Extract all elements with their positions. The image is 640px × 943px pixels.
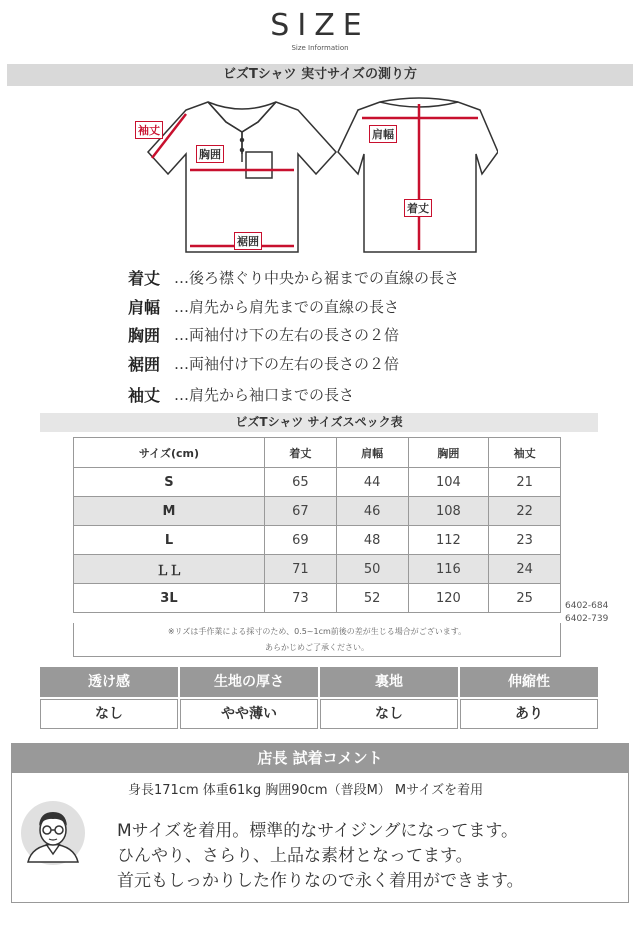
feel-value: なし <box>40 699 178 729</box>
table-row <box>74 526 561 555</box>
note-line: あらかじめご了承ください。 <box>265 643 369 652</box>
comment-line: 首元もしっかりした作りなので永く着用ができます。 <box>117 871 524 891</box>
size-cell: ＬＬ <box>74 555 265 584</box>
feel-header: 生地の厚さ <box>180 667 318 697</box>
definition-term: 袖丈 <box>128 385 161 405</box>
table-cell: 69 <box>264 526 336 555</box>
feel-header: 裏地 <box>320 667 458 697</box>
page-title: SIZE <box>270 8 370 43</box>
feel-header-row <box>40 667 599 697</box>
table-cell: 22 <box>489 497 561 526</box>
size-cell: M <box>74 497 265 526</box>
comment-line: ひんやり、さらり、上品な素材となってます。 <box>117 846 473 866</box>
table-cell: 44 <box>336 468 408 497</box>
table-cell: 67 <box>264 497 336 526</box>
table-cell: 116 <box>408 555 489 584</box>
feel-header: 伸縮性 <box>460 667 598 697</box>
page-subtitle: Size Information <box>291 44 349 52</box>
spec-note <box>73 623 561 657</box>
product-code: 6402-739 <box>565 614 609 624</box>
table-cell: 104 <box>408 468 489 497</box>
definition-row <box>128 293 399 319</box>
table-cell: 71 <box>264 555 336 584</box>
product-codes <box>565 600 608 626</box>
fabric-feel-table <box>40 667 599 729</box>
table-header-cell: 胸囲 <box>408 438 489 468</box>
definition-row <box>128 350 399 376</box>
table-header-cell: 袖丈 <box>489 438 561 468</box>
definition-text: …肩先から肩先までの直線の長さ <box>174 297 400 316</box>
definition-row <box>128 264 459 290</box>
comment-line: Mサイズを着用。標準的なサイジングになってます。 <box>117 821 518 841</box>
definition-term: 裾囲 <box>128 354 161 374</box>
feel-value: やや薄い <box>180 699 318 729</box>
comment-section-title: 店長 試着コメント <box>11 743 629 773</box>
table-cell: 52 <box>336 584 408 613</box>
table-cell: 24 <box>489 555 561 584</box>
table-cell: 48 <box>336 526 408 555</box>
sleeve-label: 袖丈 <box>135 121 163 139</box>
measure-section-title: ビズTシャツ 実寸サイズの測り方 <box>7 64 633 86</box>
table-header-row <box>74 438 561 468</box>
table-row <box>74 555 561 584</box>
staff-profile: 身長171cm 体重61kg 胸囲90cm（普段M） Mサイズを着用 <box>128 783 484 798</box>
feel-header: 透け感 <box>40 667 178 697</box>
feel-value: あり <box>460 699 598 729</box>
definition-row <box>128 321 399 347</box>
definition-term: 着丈 <box>128 268 161 288</box>
definition-text: …後ろ襟ぐり中央から裾までの直線の長さ <box>174 268 460 287</box>
table-cell: 73 <box>264 584 336 613</box>
table-header-cell: サイズ(cm) <box>74 438 265 468</box>
table-cell: 120 <box>408 584 489 613</box>
feel-value: なし <box>320 699 458 729</box>
size-spec-table <box>73 437 561 613</box>
shoulder-label: 肩幅 <box>369 125 397 143</box>
table-header-cell: 着丈 <box>264 438 336 468</box>
table-cell: 108 <box>408 497 489 526</box>
table-row <box>74 497 561 526</box>
table-cell: 25 <box>489 584 561 613</box>
definition-text: …両袖付け下の左右の長さの２倍 <box>174 325 400 344</box>
table-cell: 65 <box>264 468 336 497</box>
staff-avatar-icon <box>20 800 86 866</box>
size-cell: S <box>74 468 265 497</box>
spec-section-title: ビズTシャツ サイズスペック表 <box>40 413 598 432</box>
note-line: ※リズは手作業による採寸のため、0.5~1cm前後の差が生じる場合がございます。 <box>167 627 467 636</box>
length-label: 着丈 <box>404 199 432 217</box>
table-cell: 21 <box>489 468 561 497</box>
definition-text: …両袖付け下の左右の長さの２倍 <box>174 354 400 373</box>
size-cell: 3L <box>74 584 265 613</box>
definition-term: 肩幅 <box>128 297 161 317</box>
feel-value-row <box>40 699 599 729</box>
table-row <box>74 584 561 613</box>
chest-label: 胸囲 <box>196 145 224 163</box>
table-cell: 50 <box>336 555 408 584</box>
table-row <box>74 468 561 497</box>
definition-term: 胸囲 <box>128 325 161 345</box>
definition-text: …肩先から袖口までの長さ <box>174 385 355 404</box>
table-cell: 112 <box>408 526 489 555</box>
hem-label: 裾囲 <box>234 232 262 250</box>
front-shirt-illustration <box>148 102 336 252</box>
size-cell: L <box>74 526 265 555</box>
table-cell: 46 <box>336 497 408 526</box>
table-header-cell: 肩幅 <box>336 438 408 468</box>
table-cell: 23 <box>489 526 561 555</box>
measurement-diagram <box>128 92 498 254</box>
definition-row <box>128 381 354 407</box>
product-code: 6402-684 <box>565 601 609 611</box>
